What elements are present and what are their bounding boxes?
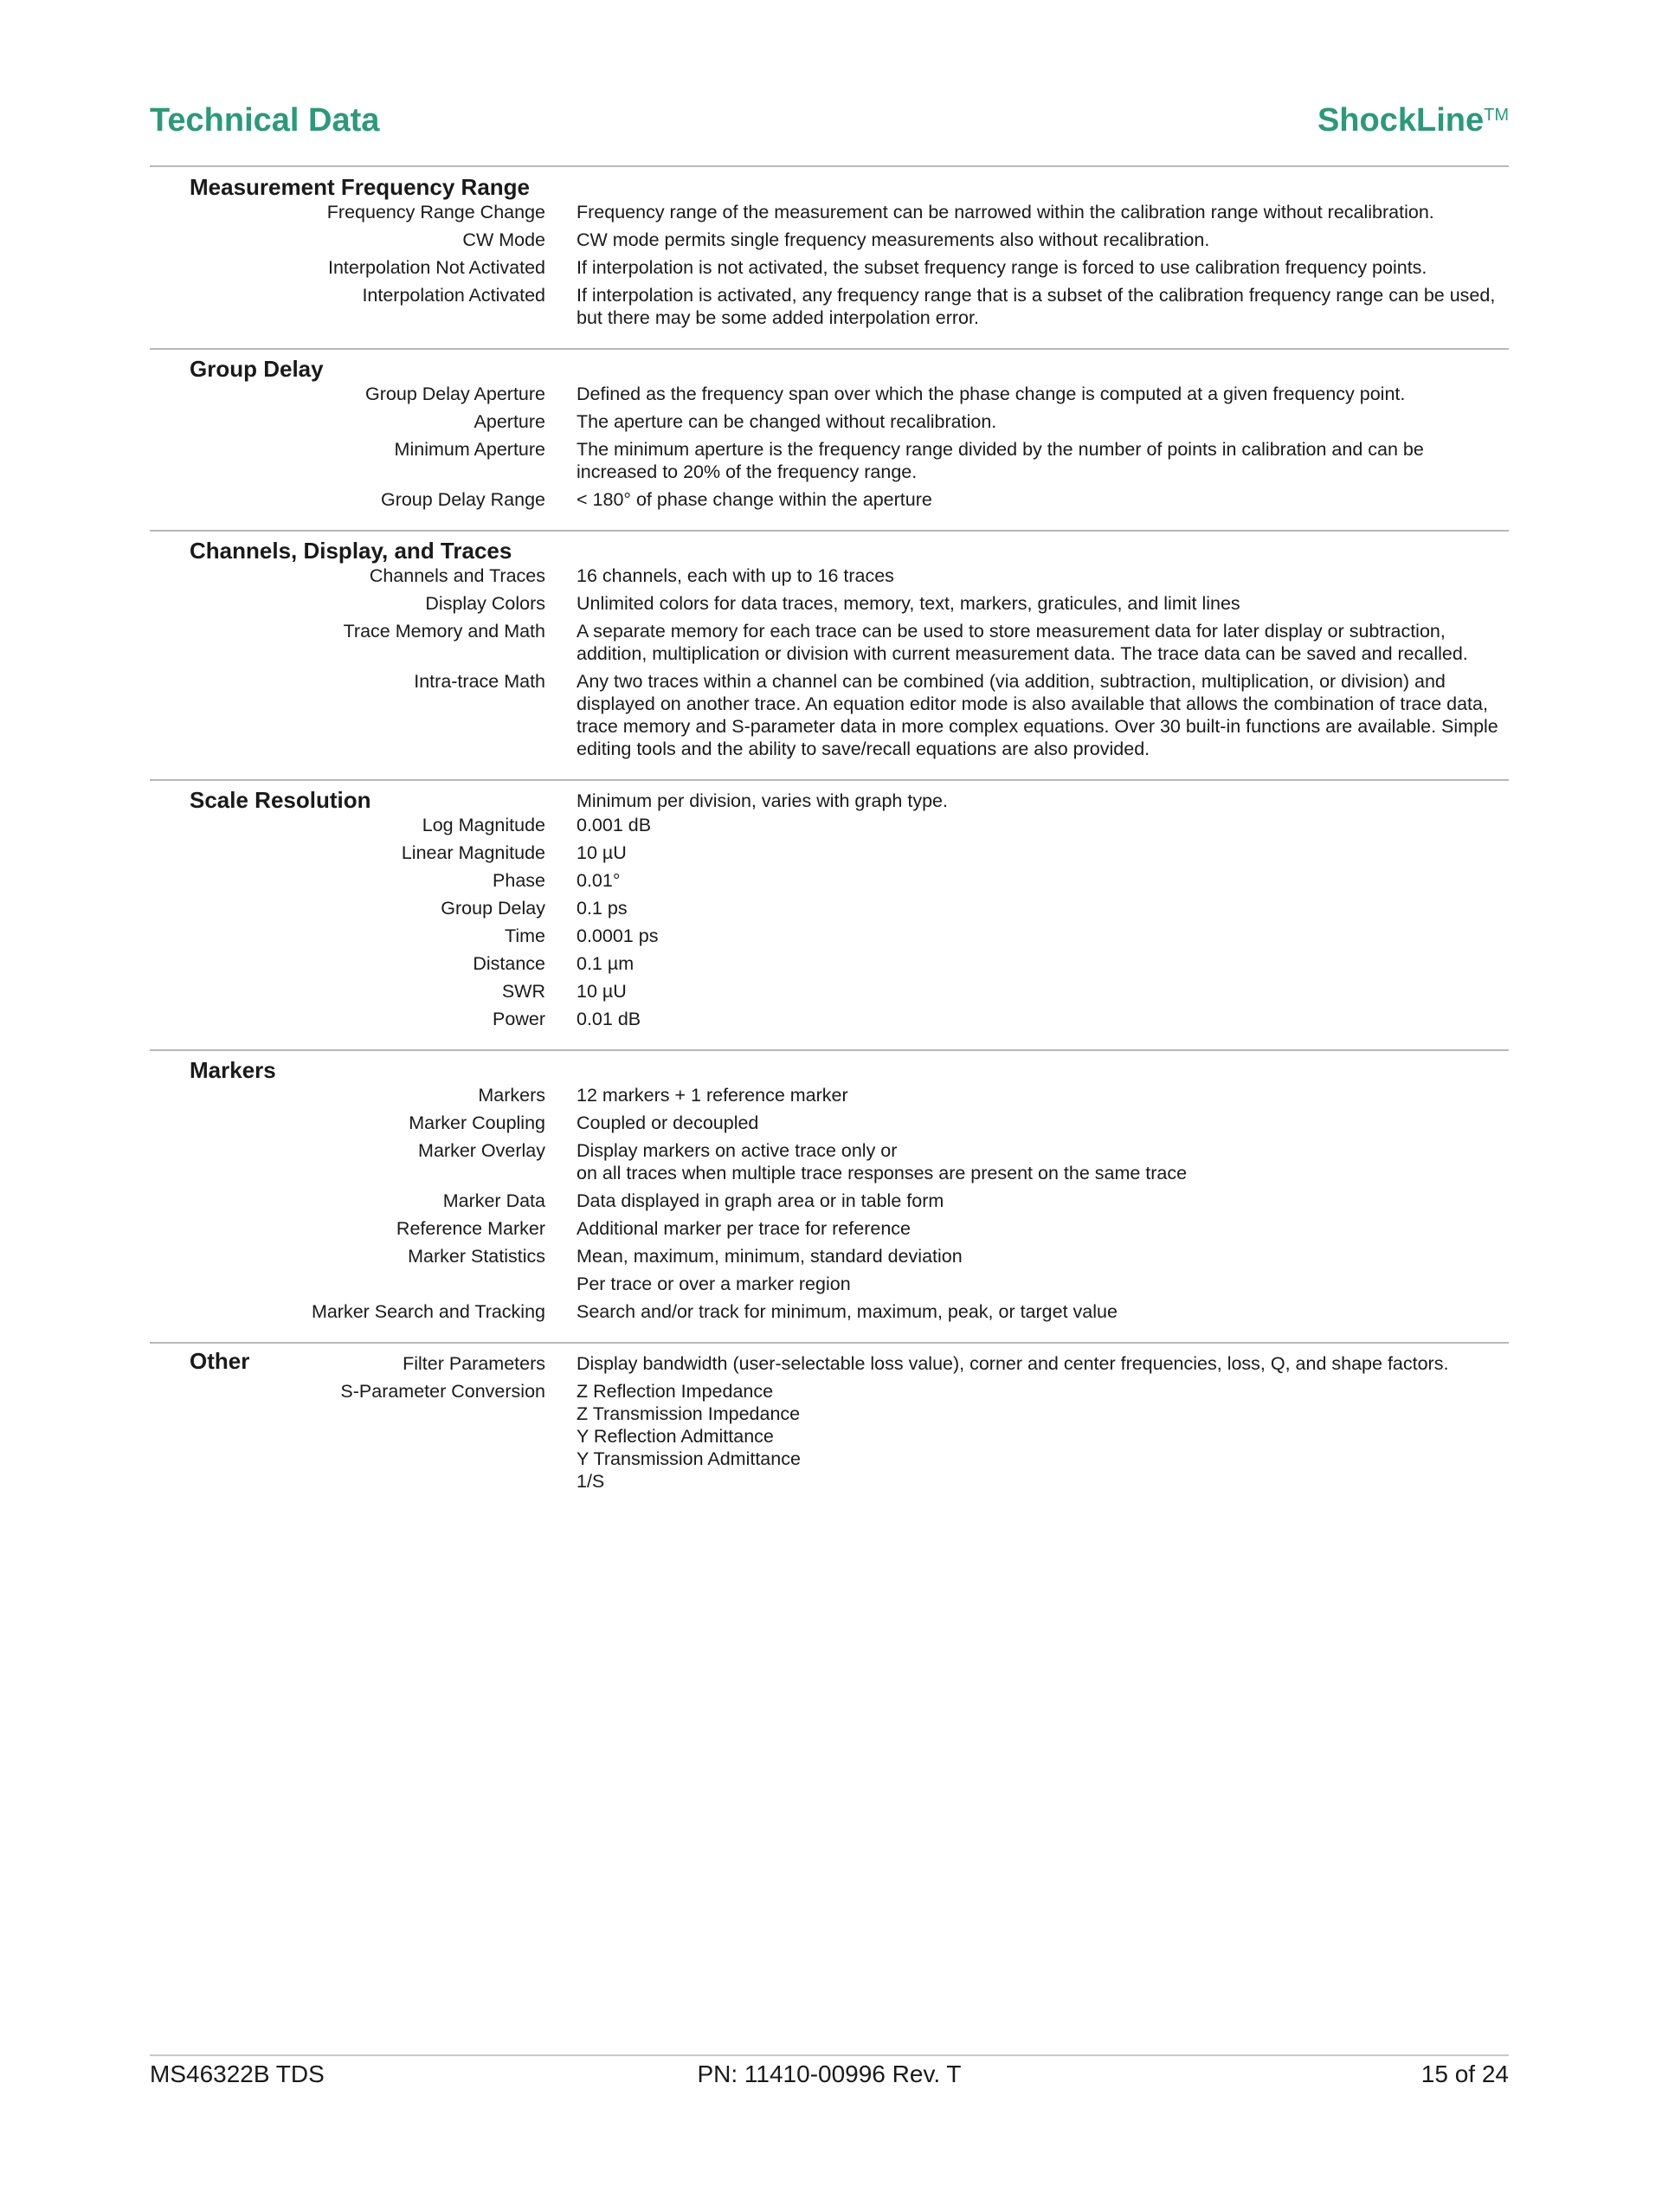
trademark: TM — [1484, 106, 1509, 125]
spec-value: 10 µU — [577, 842, 627, 863]
spec-row — [150, 1273, 1509, 1295]
spec-value: Mean, maximum, minimum, standard deviation — [577, 1246, 963, 1267]
section-title: Group Delay — [190, 356, 324, 382]
spec-value: Data displayed in graph area or in table form — [577, 1190, 944, 1211]
section-markers — [150, 1051, 1509, 1344]
spec-value: Per trace or over a marker region — [577, 1274, 851, 1294]
spec-row — [150, 383, 1509, 405]
spec-value: Coupled or decoupled — [577, 1112, 759, 1133]
spec-row — [150, 592, 1509, 615]
section-measurement-frequency-range — [150, 168, 1509, 350]
spec-label: Group Delay Range — [380, 489, 545, 510]
spec-label: Power — [493, 1009, 545, 1029]
spec-label: S-Parameter Conversion — [340, 1381, 545, 1402]
spec-label: Aperture — [473, 411, 545, 432]
spec-value: Additional marker per trace for reference — [577, 1218, 911, 1239]
spec-label: Frequency Range Change — [326, 202, 545, 222]
spec-label: Markers — [478, 1085, 545, 1106]
product-name — [1317, 102, 1509, 139]
spec-value: If interpolation is activated, any frequency range that is a subset of the calibration frequency range can be used, but there may be some added interpolation error. — [577, 285, 1496, 328]
spec-table — [150, 168, 1509, 1512]
spec-value: Any two traces within a channel can be combined (via addition, subtraction, multiplication, or division) and displayed on another trace. An equation editor mode is also available that allows the combination of trace data, trace memory and S-parameter data in more complex equations. Over 30 built-in functions are available. Simple editing tools and the ability to save/recall equations are also provided. — [577, 671, 1498, 759]
spec-row — [150, 897, 1509, 919]
spec-row — [150, 410, 1509, 433]
spec-value: 12 markers + 1 reference marker — [577, 1085, 848, 1106]
spec-row — [150, 670, 1509, 760]
spec-row — [150, 256, 1509, 279]
spec-value: 0.01° — [577, 870, 621, 891]
spec-value: Display bandwidth (user-selectable loss value), corner and center frequencies, loss, Q, and shape factors. — [577, 1353, 1449, 1374]
spec-row — [150, 620, 1509, 665]
spec-value — [577, 1139, 1509, 1184]
spec-value: Search and/or track for minimum, maximum, peak, or target value — [577, 1301, 1118, 1322]
spec-label: Marker Data — [442, 1190, 545, 1211]
spec-row — [150, 1190, 1509, 1212]
spec-value: If interpolation is not activated, the subset frequency range is forced to use calibration frequency points. — [577, 257, 1427, 278]
page-header — [150, 102, 1509, 154]
spec-label: Minimum Aperture — [394, 439, 545, 460]
spec-label: Group Delay Aperture — [365, 384, 545, 404]
spec-row — [150, 438, 1509, 483]
spec-value: Unlimited colors for data traces, memory, text, markers, graticules, and limit lines — [577, 593, 1240, 614]
spec-row — [150, 1139, 1509, 1184]
section-title: Markers — [190, 1057, 276, 1083]
spec-row — [150, 201, 1509, 223]
spec-value: 0.1 ps — [577, 898, 628, 919]
spec-label: Marker Coupling — [409, 1112, 545, 1133]
spec-row — [150, 229, 1509, 251]
spec-label: CW Mode — [462, 229, 545, 250]
spec-value: A separate memory for each trace can be used to store measurement data for later display or subtraction, addition, multiplication or division with current measurement data. The trace data can be saved and recalled. — [577, 621, 1468, 664]
page-number: 15 of 24 — [1420, 2060, 1509, 2087]
spec-row — [150, 1245, 1509, 1267]
spec-value: The minimum aperture is the frequency range divided by the number of points in calibration and can be increased to 20% of the frequency range. — [577, 439, 1424, 482]
section-title: Other — [190, 1348, 250, 1374]
spec-label: Time — [505, 925, 545, 946]
spec-value: 10 µU — [577, 981, 627, 1002]
spec-value-line: Display markers on active trace only or — [577, 1140, 898, 1161]
spec-row — [150, 1348, 1509, 1375]
section-other — [150, 1344, 1509, 1512]
spec-value: 0.0001 ps — [577, 925, 659, 946]
part-number: PN: 11410-00996 Rev. T — [697, 2060, 962, 2087]
spec-value-line: on all traces when multiple trace responses are present on the same trace — [577, 1163, 1188, 1183]
footer-divider — [150, 2054, 1509, 2056]
spec-value-line: Z Transmission Impedance — [577, 1403, 801, 1424]
section-title: Scale Resolution — [190, 787, 371, 813]
spec-value: The aperture can be changed without recalibration. — [577, 411, 997, 432]
spec-label: Phase — [493, 870, 545, 891]
spec-label: Marker Overlay — [418, 1140, 545, 1161]
spec-row — [150, 284, 1509, 329]
header-title: Technical Data — [150, 102, 380, 139]
spec-value-line: Y Transmission Admittance — [577, 1448, 801, 1469]
spec-label: Interpolation Activated — [362, 285, 545, 306]
spec-row — [150, 1008, 1509, 1030]
spec-label: Group Delay — [441, 898, 545, 919]
section-title: Measurement Frequency Range — [190, 174, 531, 200]
spec-value: Defined as the frequency span over which the phase change is computed at a given frequency point. — [577, 384, 1406, 404]
spec-label: Reference Marker — [396, 1218, 545, 1239]
spec-label: Log Magnitude — [422, 815, 545, 835]
section-title: Channels, Display, and Traces — [190, 538, 512, 564]
header-divider — [150, 165, 1509, 167]
spec-label: Linear Magnitude — [401, 842, 545, 863]
spec-value: 0.1 µm — [577, 953, 635, 974]
spec-value — [577, 1380, 1509, 1493]
spec-value-line: Y Reflection Admittance — [577, 1426, 774, 1447]
spec-value: < 180° of phase change within the aperture — [577, 489, 932, 510]
spec-label: Filter Parameters — [403, 1353, 545, 1374]
document-id: MS46322B TDS — [150, 2060, 325, 2087]
spec-label: Intra-trace Math — [414, 671, 545, 692]
spec-row — [150, 925, 1509, 947]
spec-row — [150, 1112, 1509, 1134]
spec-value: 16 channels, each with up to 16 traces — [577, 565, 894, 586]
section-group-delay — [150, 350, 1509, 532]
spec-label: Display Colors — [425, 593, 545, 614]
product-name-text: ShockLine — [1317, 102, 1485, 139]
section-note: Minimum per division, varies with graph type. — [577, 790, 948, 811]
spec-value: 0.001 dB — [577, 815, 652, 835]
spec-row — [150, 1084, 1509, 1106]
section-channels-display-traces — [150, 532, 1509, 781]
spec-label: Trace Memory and Math — [343, 621, 545, 642]
spec-value-line: Z Reflection Impedance — [577, 1381, 774, 1402]
spec-label: SWR — [501, 981, 545, 1002]
spec-label: Distance — [473, 953, 545, 974]
spec-value: Frequency range of the measurement can be narrowed within the calibration range without recalibration. — [577, 202, 1434, 222]
spec-row — [150, 1380, 1509, 1493]
spec-row — [150, 842, 1509, 864]
spec-label: Marker Statistics — [408, 1246, 545, 1267]
spec-row — [150, 869, 1509, 892]
spec-row — [150, 952, 1509, 975]
spec-label — [150, 1273, 545, 1295]
spec-row — [150, 1300, 1509, 1323]
section-scale-resolution — [150, 781, 1509, 1051]
spec-row — [150, 1217, 1509, 1240]
spec-label: Marker Search and Tracking — [311, 1301, 545, 1322]
spec-value: 0.01 dB — [577, 1009, 641, 1029]
spec-value-line: 1/S — [577, 1471, 605, 1492]
spec-row — [150, 564, 1509, 587]
spec-row — [150, 980, 1509, 1003]
spec-label: Channels and Traces — [369, 565, 545, 586]
page-footer — [150, 2060, 1509, 2095]
spec-row — [150, 488, 1509, 511]
spec-value: CW mode permits single frequency measurements also without recalibration. — [577, 229, 1210, 250]
spec-row — [150, 814, 1509, 836]
spec-label: Interpolation Not Activated — [328, 257, 545, 278]
